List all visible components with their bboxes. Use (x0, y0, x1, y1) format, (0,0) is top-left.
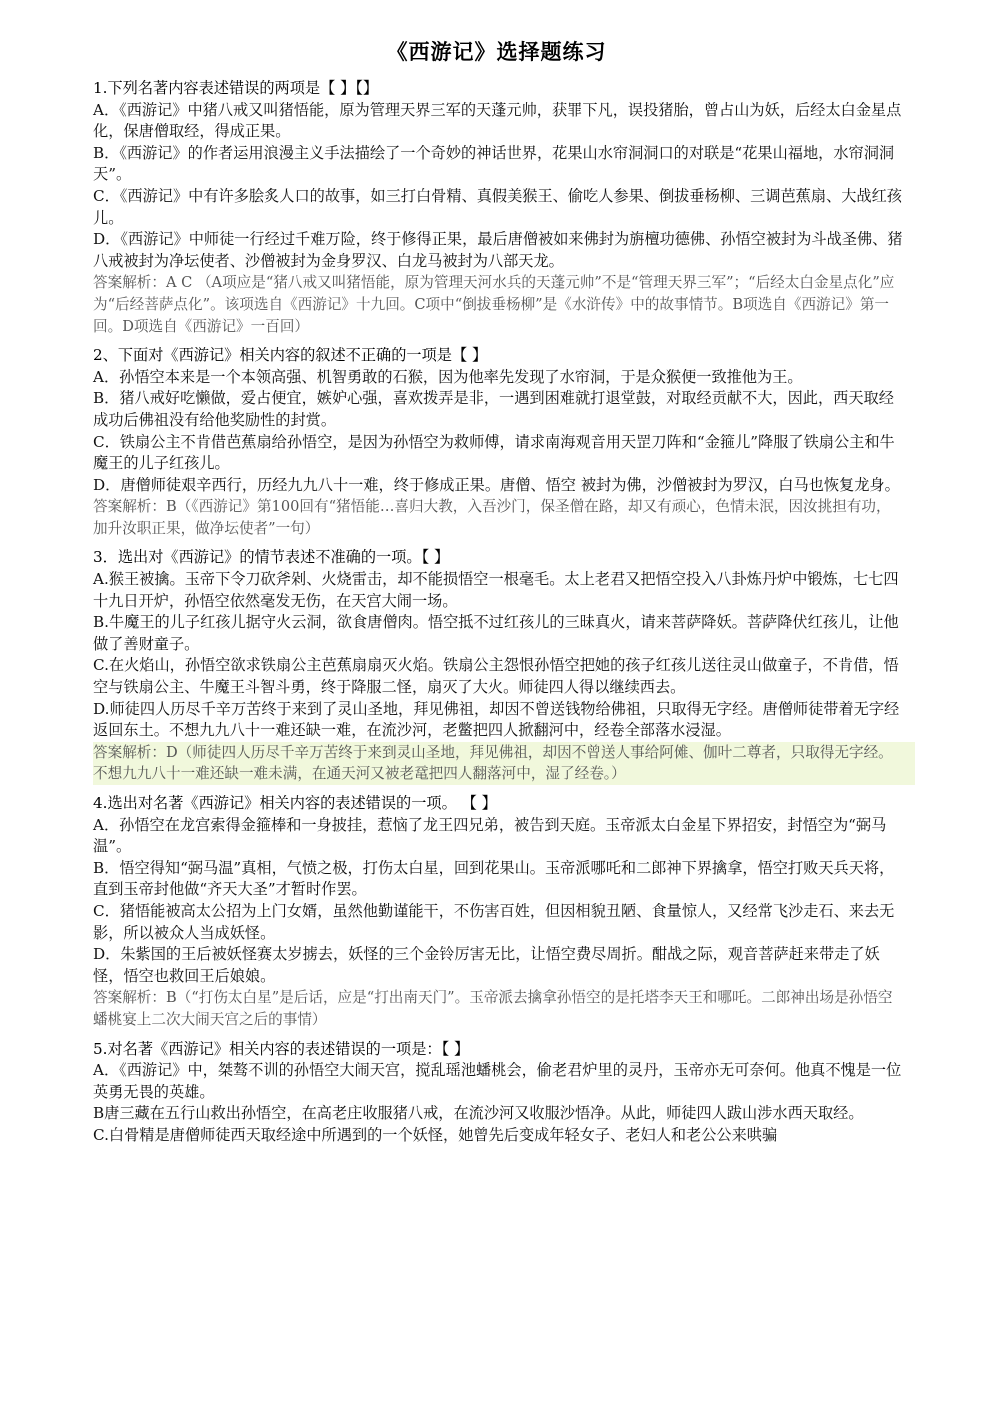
question-4 (93, 793, 905, 1031)
option-d: D．朱紫国的王后被妖怪赛太岁掳去，妖怪的三个金铃厉害无比，让悟空费尽周折。酣战之际，观音菩萨赶来带走了妖怪，悟空也救回王后娘娘。 (93, 945, 880, 985)
answer-explanation: 答案解析：A C （A项应是“猪八戒又叫猪悟能，原为管理天河水兵的天蓬元帅”不是“管理天界三军”；“后经太白金星点化”应为“后经菩萨点化”。该项选自《西游记》十九回。C项中“倒拔垂杨柳”是《水浒传》中的故事情节。B项选自《西游记》第一回。D项选自《西游记》一百回） (93, 274, 895, 335)
option-c: C.在火焰山，孙悟空欲求铁扇公主芭蕉扇扇灭火焰。铁扇公主怨恨孙悟空把她的孩子红孩儿送往灵山做童子，不肯借，悟空与铁扇公主、牛魔王斗智斗勇，终于降服二怪，扇灭了大火。师徒四人得以继续西去。 (93, 656, 899, 697)
option-b: B．悟空得知“弼马温”真相，气愤之极，打伤太白星，回到花果山。玉帝派哪吒和二郎神下界擒拿，悟空打败天兵天将，直到玉帝封他做“齐天大圣”才暂时作罢。 (93, 858, 895, 899)
option-a: A．孙悟空本来是一个本领高强、机智勇敢的石猴，因为他率先发现了水帘洞，于是众猴便一致推他为王。 (93, 367, 803, 386)
question-5 (93, 1039, 905, 1147)
option-c: C．猪悟能被高太公招为上门女婿，虽然他勤谨能干，不伤害百姓，但因相貌丑陋、食量惊人，又经常飞沙走石、来去无影，所以被众人当成妖怪。 (93, 901, 895, 942)
question-1 (93, 78, 905, 337)
option-a: A．《西游记》中，桀骜不训的孙悟空大闹天宫，搅乱瑶池蟠桃会，偷老君炉里的灵丹，玉帝亦无可奈何。他真不愧是一位英勇无畏的英雄。 (93, 1061, 902, 1101)
question-stem: 4.选出对名著《西游记》相关内容的表述错误的一项。 【 】 (93, 794, 497, 812)
question-stem: 2、下面对《西游记》相关内容的叙述不正确的一项是【 】 (93, 346, 488, 365)
question-stem: 1.下列名著内容表述错误的两项是【 】【】 (93, 79, 379, 97)
option-d: D.师徒四人历尽千辛万苦终于来到了灵山圣地，拜见佛祖，却因不曾送钱物给佛祖，只取得无字经。唐僧师徒带着无字经返回东土。不想九九八十一难还缺一难，在流沙河，老鳖把四人掀翻河中，经卷全部落水浸湿。 (93, 699, 900, 740)
question-stem: 3．选出对《西游记》的情节表述不准确的一项。【 】 (93, 548, 450, 567)
answer-explanation: 答案解析：B（《西游记》第100回有“猪悟能…喜归大教，入吾沙门，保圣僧在路，却又有顽心，色情未泯，因汝挑担有功，加升汝职正果，做净坛使者”一句） (93, 498, 891, 537)
option-d: D．唐僧师徒艰辛西行，历经九九八十一难，终于修成正果。唐僧、悟空 被封为佛，沙僧被封为罗汉，白马也恢复龙身。 (93, 475, 900, 494)
option-c: C.白骨精是唐僧师徒西天取经途中所遇到的一个妖怪，她曾先后变成年轻女子、老妇人和老公公来哄骗 (93, 1125, 778, 1144)
question-2 (93, 345, 905, 539)
option-b: B．猪八戒好吃懒做，爱占便宜，嫉妒心强，喜欢拨弄是非，一遇到困难就打退堂鼓，对取经贡献不大，因此，西天取经成功后佛祖没有给他奖励性的封赏。 (93, 389, 894, 429)
option-a: A.猴王被擒。玉帝下令刀砍斧剁、火烧雷击，却不能损悟空一根毫毛。太上老君又把悟空投入八卦炼丹炉中锻炼，七七四十九日开炉，孙悟空依然毫发无伤，在天宫大闹一场。 (93, 570, 899, 610)
option-c: C．铁扇公主不肯借芭蕉扇给孙悟空，是因为孙悟空为救师傅，请求南海观音用天罡刀阵和“金箍儿”降服了铁扇公主和牛魔王的儿子红孩儿。 (93, 432, 895, 473)
option-b: B.牛魔王的儿子红孩儿据守火云洞，欲食唐僧肉。悟空抵不过红孩儿的三昧真火，请来菩萨降妖。菩萨降伏红孩儿，让他做了善财童子。 (93, 613, 899, 653)
question-list (93, 78, 905, 1155)
option-b: B唐三藏在五行山救出孙悟空，在高老庄收服猪八戒，在流沙河又收服沙悟净。从此，师徒四人跋山涉水西天取经。 (93, 1104, 864, 1123)
question-stem: 5.对名著《西游记》相关内容的表述错误的一项是：【 】 (93, 1039, 470, 1058)
option-b: B．《西游记》的作者运用浪漫主义手法描绘了一个奇妙的神话世界，花果山水帘洞洞口的对联是“花果山福地，水帘洞洞天”。 (93, 143, 895, 184)
answer-explanation-highlighted: 答案解析：D（师徒四人历尽千辛万苦终于来到灵山圣地，拜见佛祖，却因不曾送人事给阿傩、伽叶二尊者，只取得无字经。不想九九八十一难还缺一难未满，在通天河又被老鼋把四人翻落河中，湿了经卷。） (93, 742, 915, 785)
page-title: 《西游记》选择题练习 (386, 40, 607, 64)
answer-explanation: 答案解析：B（“打伤太白星”是后话，应是“打出南天门”。玉帝派去擒拿孙悟空的是托塔李天王和哪吒。二郎神出场是孙悟空蟠桃宴上二次大闹天宫之后的事情） (93, 989, 893, 1028)
option-a: A．孙悟空在龙宫索得金箍棒和一身披挂，惹恼了龙王四兄弟，被告到天庭。玉帝派太白金星下界招安，封悟空为“弼马温”。 (93, 815, 887, 856)
option-d: D．《西游记》中师徒一行经过千难万险，终于修得正果，最后唐僧被如来佛封为旃檀功德佛、孙悟空被封为斗战圣佛、猪八戒被封为净坛使者、沙僧被封为金身罗汉、白龙马被封为八部天龙。 (93, 230, 903, 270)
option-a: A．《西游记》中猪八戒又叫猪悟能，原为管理天界三军的天蓬元帅，获罪下凡，误投猪胎，曾占山为妖，后经太白金星点化，保唐僧取经，得成正果。 (93, 100, 902, 141)
option-c: C．《西游记》中有许多脍炙人口的故事，如三打白骨精、真假美猴王、偷吃人参果、倒拔垂杨柳、三调芭蕉扇、大战红孩儿。 (93, 186, 902, 227)
question-3 (93, 547, 905, 785)
